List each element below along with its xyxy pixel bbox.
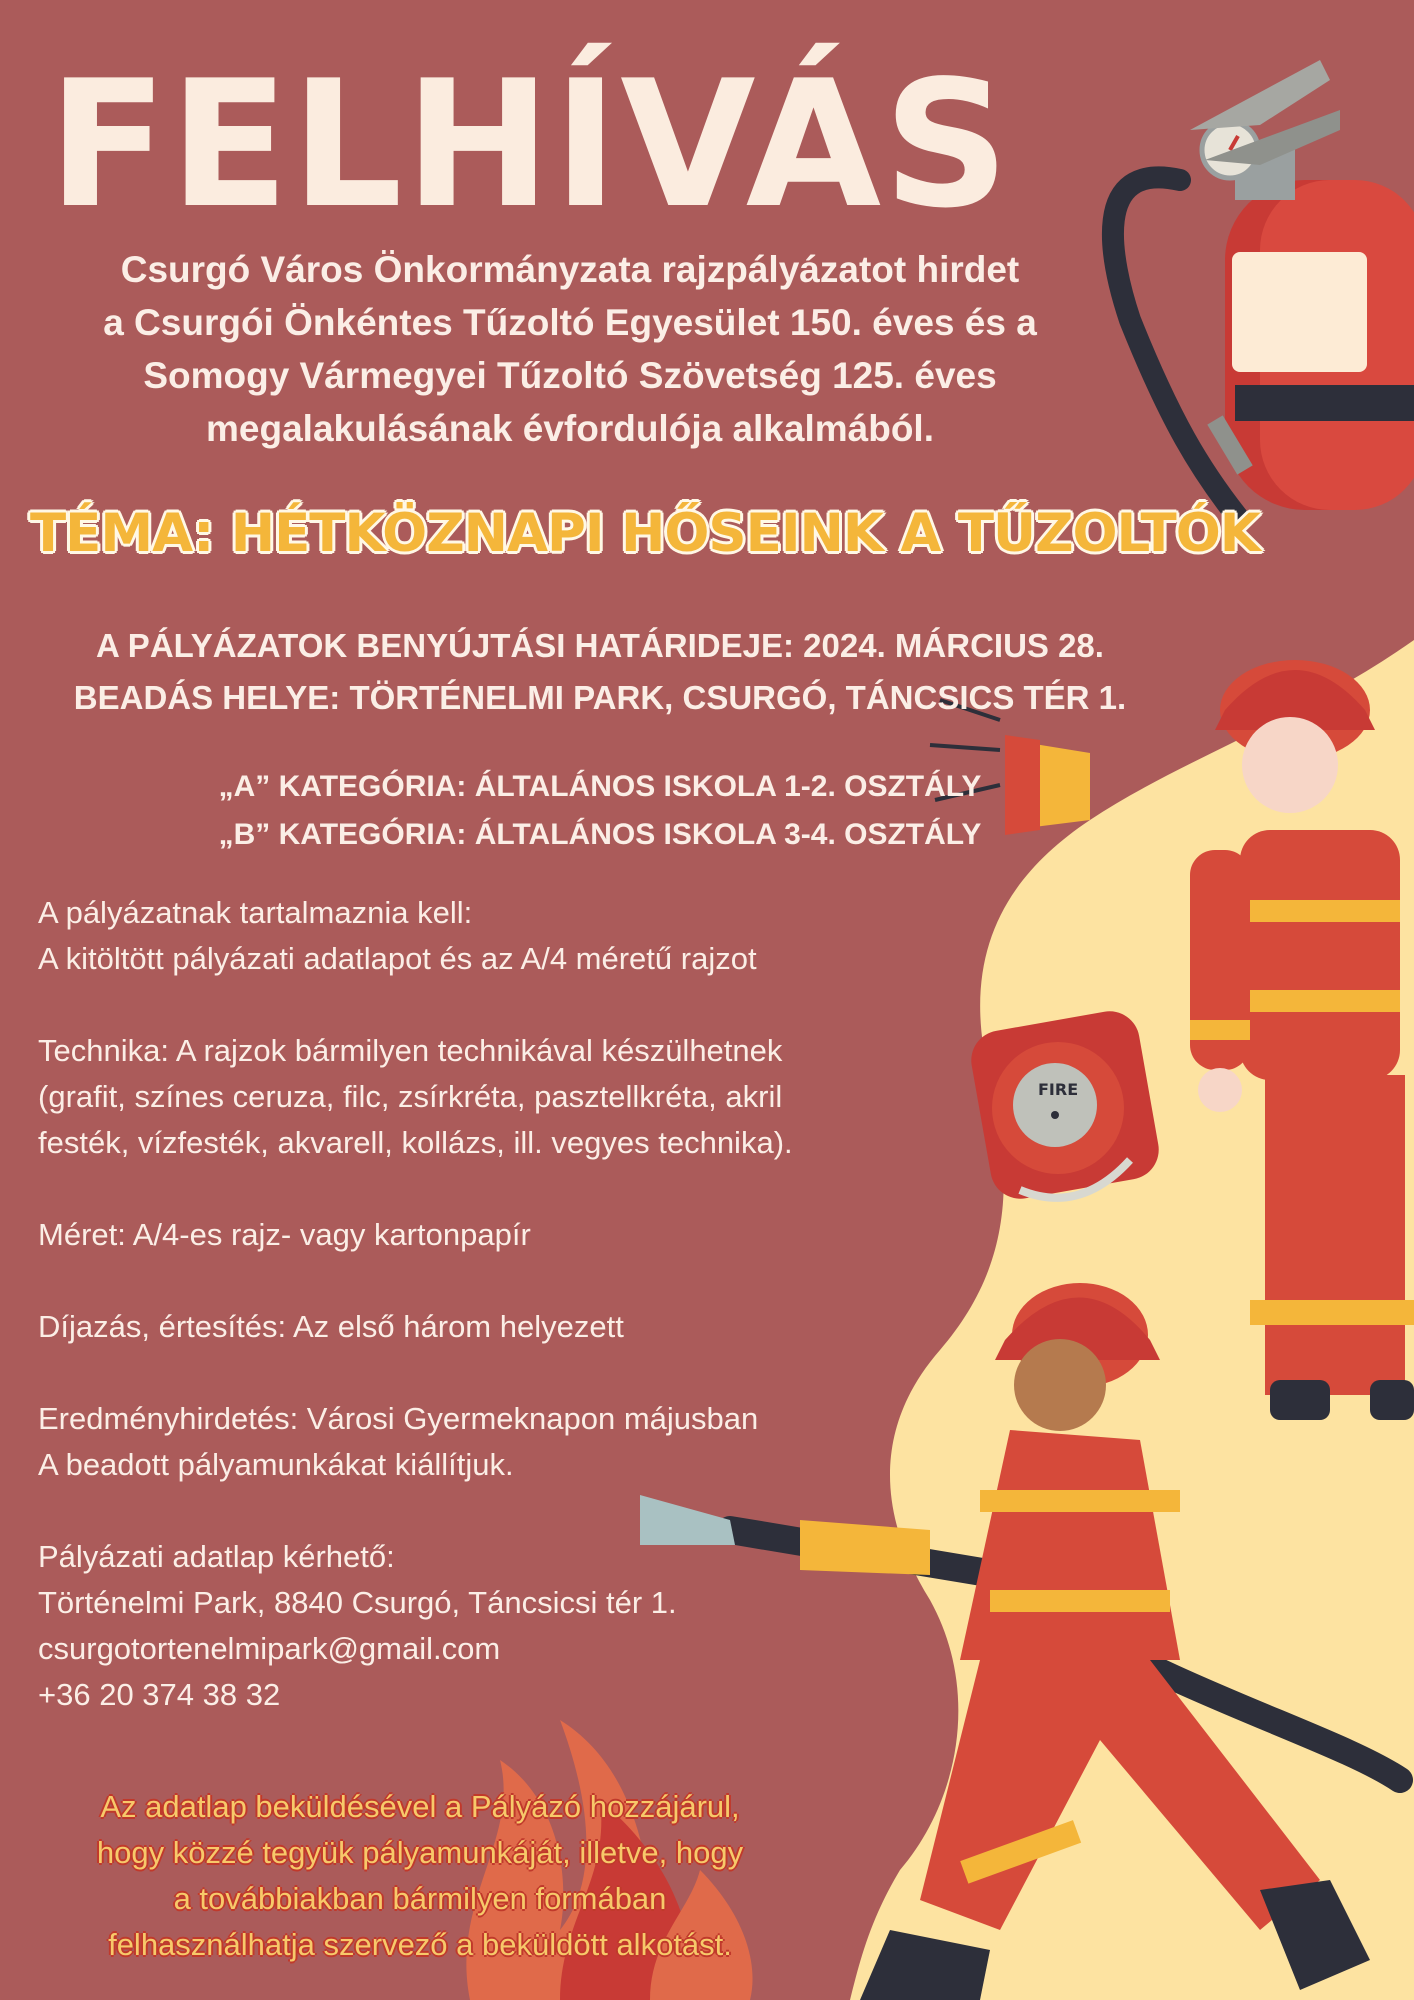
technique-line: (grafit, színes ceruza, filc, zsírkréta, pasztellkréta, akril xyxy=(38,1079,783,1114)
intro-line: megalakulásának évfordulója alkalmából. xyxy=(206,408,934,449)
contact-section xyxy=(38,1534,998,1718)
fire-alarm-label: FIRE xyxy=(1038,1080,1079,1099)
consent-line: hogy közzé tegyük pályamunkáját, illetve, hogy xyxy=(96,1835,744,1870)
details-body xyxy=(38,890,998,1718)
results-line: A beadott pályamunkákat kiállítjuk. xyxy=(38,1447,514,1482)
consent-notice xyxy=(20,1784,820,1968)
category-a: „A” KATEGÓRIA: ÁLTALÁNOS ISKOLA 1-2. OSZTÁLY xyxy=(218,770,982,803)
content-line: A kitöltött pályázati adatlapot és az A/4 méretű rajzot xyxy=(38,941,757,976)
consent-line: Az adatlap beküldésével a Pályázó hozzájárul, xyxy=(100,1789,740,1824)
intro-line: Somogy Vármegyei Tűzoltó Szövetség 125. éves xyxy=(143,355,997,396)
deadline-text: A PÁLYÁZATOK BENYÚJTÁSI HATÁRIDEJE: 2024. MÁRCIUS 28. xyxy=(96,627,1104,664)
size-section xyxy=(38,1212,998,1258)
consent-line: felhasználhatja szervező a beküldött alkotást. xyxy=(108,1927,732,1962)
intro-line: Csurgó Város Önkormányzata rajzpályázatot hirdet xyxy=(120,249,1020,290)
technique-section xyxy=(38,1028,998,1166)
contact-phone[interactable]: +36 20 374 38 32 xyxy=(38,1677,281,1712)
page-title: FELHÍVÁS xyxy=(48,44,1012,247)
theme-heading: TÉMA: HÉTKÖZNAPI HŐSEINK A TŰZOLTÓK xyxy=(30,503,1260,564)
contact-address: Történelmi Park, 8840 Csurgó, Táncsicsi tér 1. xyxy=(38,1585,677,1620)
consent-line: a továbbiakban bármilyen formában xyxy=(173,1881,667,1916)
content-line: A pályázatnak tartalmaznia kell: xyxy=(38,895,473,930)
intro-text xyxy=(20,243,1120,455)
content-section xyxy=(38,890,998,982)
fire-extinguisher-icon xyxy=(1113,60,1414,520)
category-b: „B” KATEGÓRIA: ÁLTALÁNOS ISKOLA 3-4. OSZTÁLY xyxy=(218,818,982,851)
prize-section xyxy=(38,1304,998,1350)
deadline-block xyxy=(20,620,1180,724)
categories-block xyxy=(20,763,1180,859)
intro-line: a Csurgói Önkéntes Tűzoltó Egyesület 150. éves és a xyxy=(103,302,1037,343)
results-line: Eredményhirdetés: Városi Gyermeknapon májusban xyxy=(38,1401,759,1436)
technique-line: Technika: A rajzok bármilyen technikával készülhetnek xyxy=(38,1033,783,1068)
size-line: Méret: A/4-es rajz- vagy kartonpapír xyxy=(38,1217,531,1252)
contact-line: Pályázati adatlap kérhető: xyxy=(38,1539,395,1574)
prize-line: Díjazás, értesítés: Az első három helyezett xyxy=(38,1309,624,1344)
results-section xyxy=(38,1396,998,1488)
technique-line: festék, vízfesték, akvarell, kollázs, ill. vegyes technika). xyxy=(38,1125,793,1160)
contact-email[interactable]: csurgotortenelmipark@gmail.com xyxy=(38,1631,501,1666)
location-text: BEADÁS HELYE: TÖRTÉNELMI PARK, CSURGÓ, TÁNCSICS TÉR 1. xyxy=(73,679,1127,716)
